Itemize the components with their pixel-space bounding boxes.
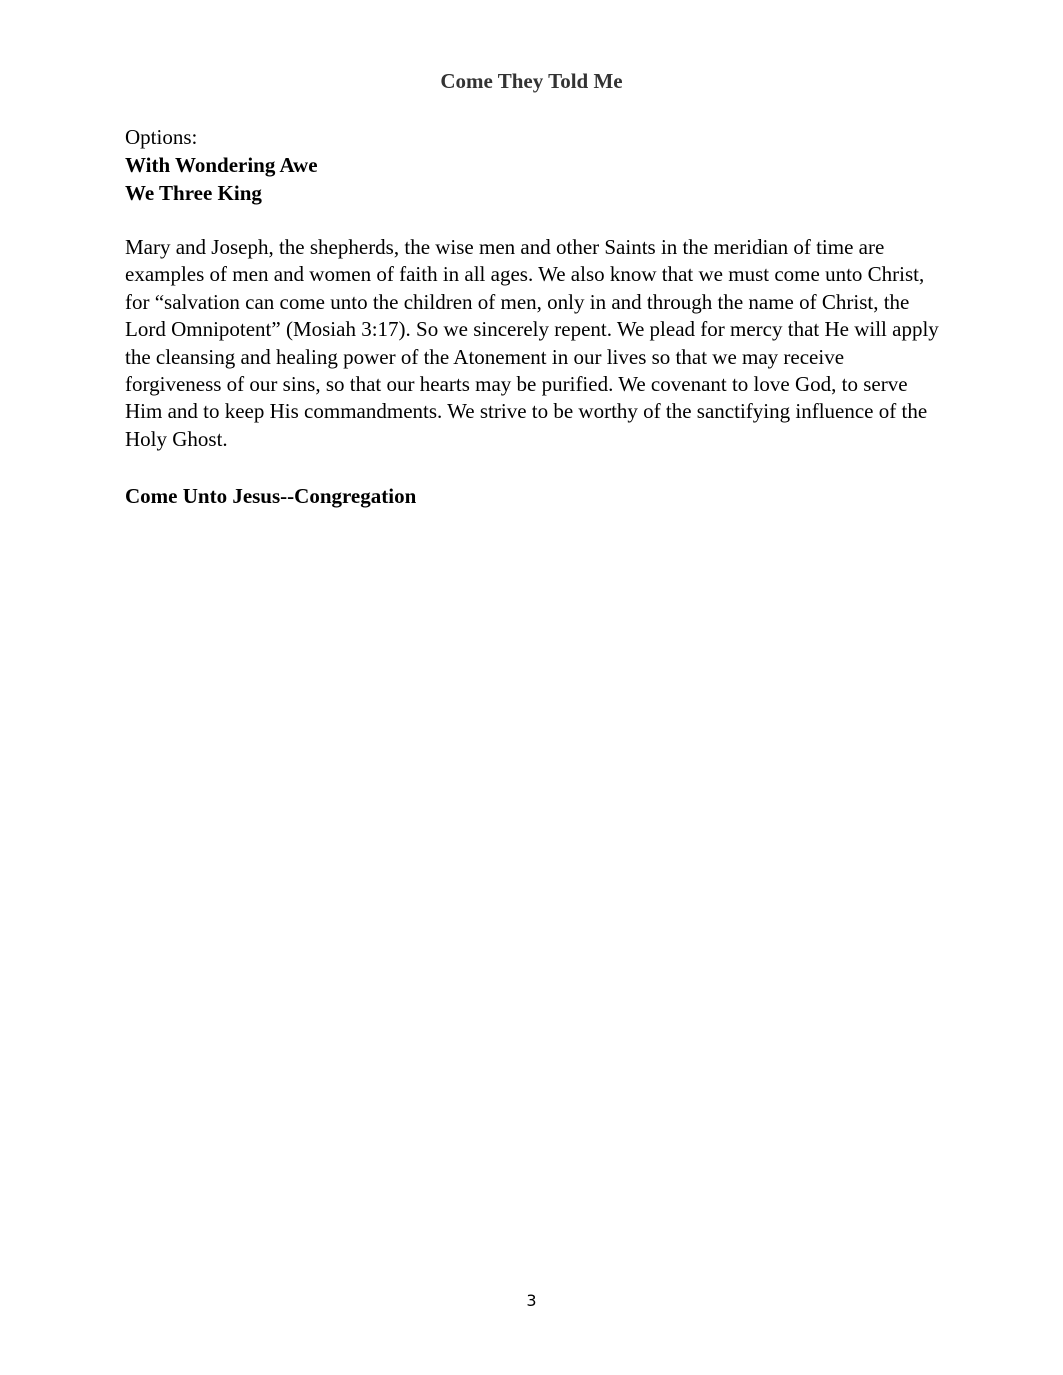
option-item-with-wondering-awe: With Wondering Awe xyxy=(125,153,318,177)
page-number: 3 xyxy=(526,1291,537,1310)
closing-hymn-heading: Come Unto Jesus--Congregation xyxy=(125,484,417,508)
paragraph-line: Mary and Joseph, the shepherds, the wise men and other Saints in the meridian of time are xyxy=(125,235,885,259)
body-paragraph xyxy=(125,234,939,453)
paragraph-line: examples of men and women of faith in all ages. We also know that we must come unto Christ, xyxy=(125,262,925,287)
option-item-we-three-king: We Three King xyxy=(125,181,262,205)
paragraph-line: for “salvation can come unto the children of men, only in and through the name of Christ, the xyxy=(125,289,910,314)
options-block xyxy=(125,123,318,207)
paragraph-line: Lord Omnipotent” (Mosiah 3:17). So we sincerely repent. We plead for mercy that He will apply xyxy=(125,317,939,342)
paragraph-line: Holy Ghost. xyxy=(125,426,228,451)
paragraph-line: the cleansing and healing power of the Atonement in our lives so that we may receive xyxy=(125,344,845,369)
page-title: Come They Told Me xyxy=(440,69,623,93)
paragraph-line: Him and to keep His commandments. We strive to be worthy of the sanctifying influence of the xyxy=(125,399,928,424)
options-label: Options: xyxy=(125,125,198,149)
paragraph-line: forgiveness of our sins, so that our hearts may be purified. We covenant to love God, to serve xyxy=(125,372,908,397)
